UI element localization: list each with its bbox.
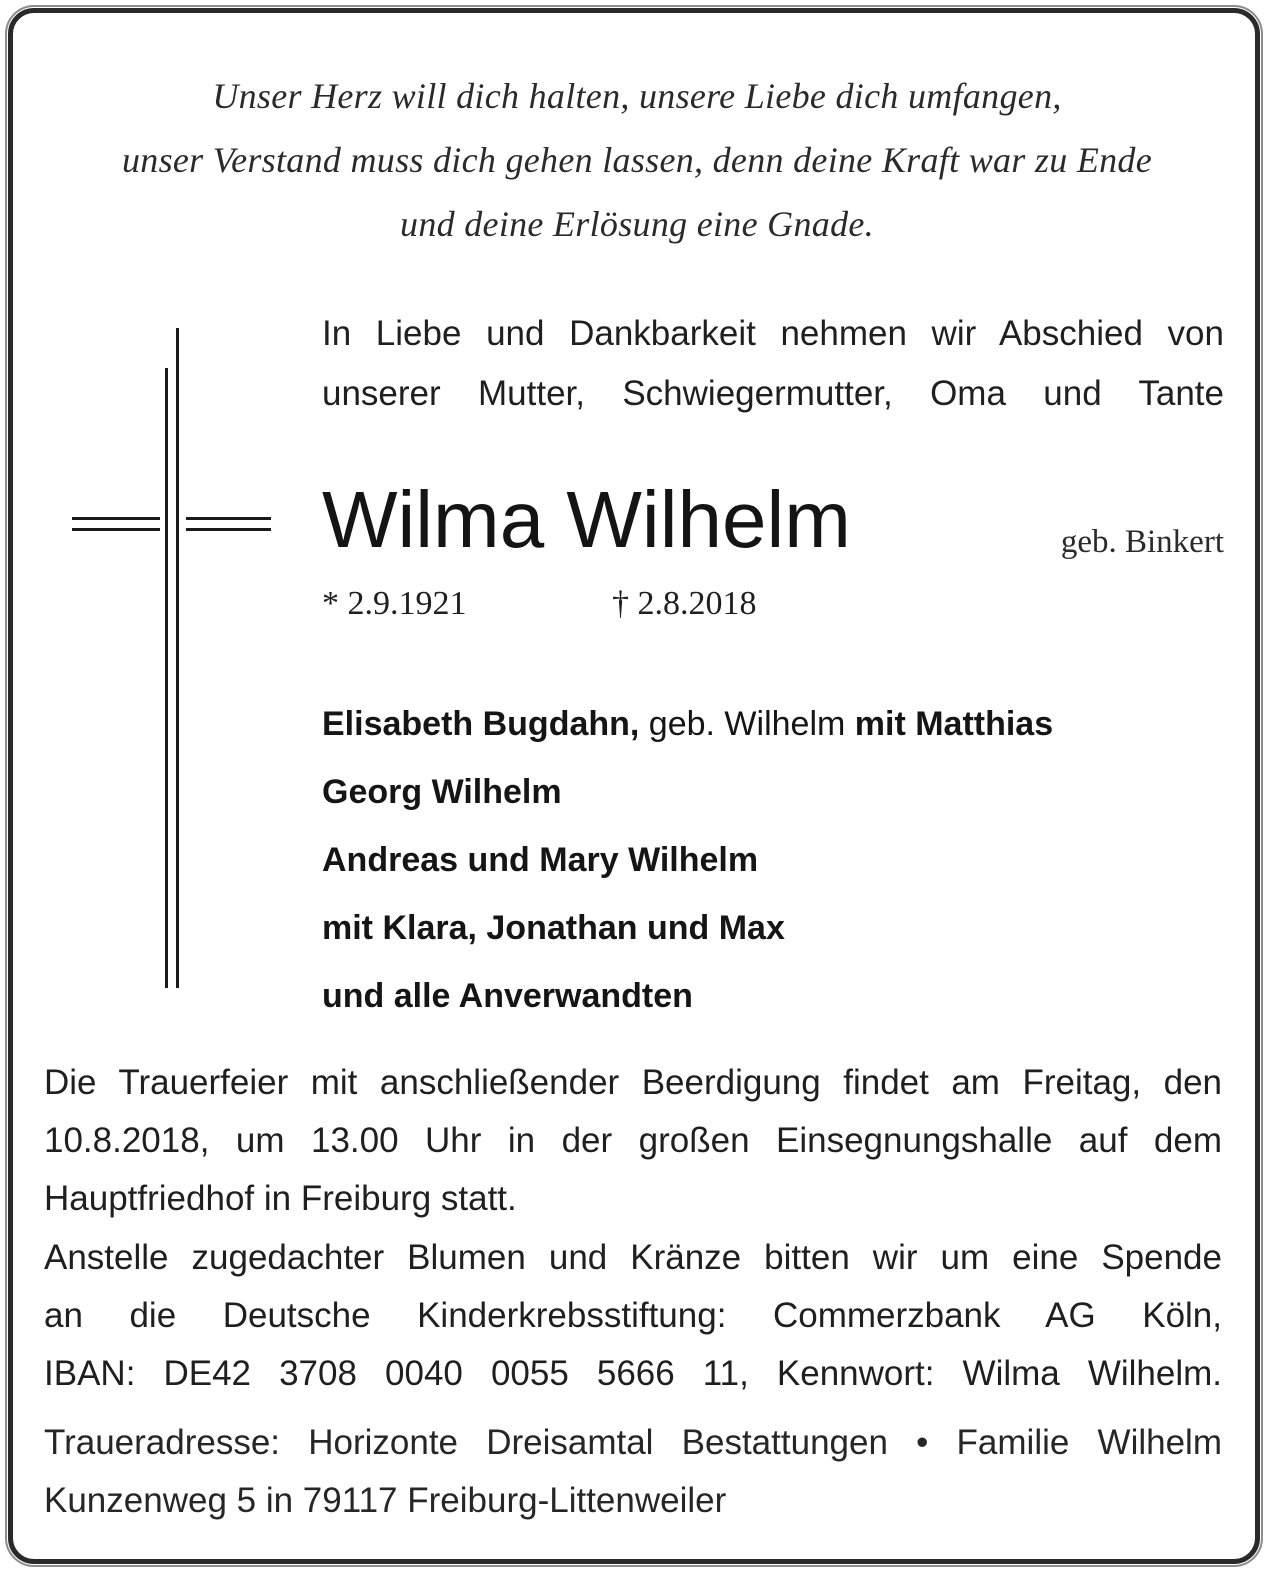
family-line: und alle Anverwandten (322, 977, 693, 1015)
address-line: Traueradresse: Horizonte Dreisamtal Bestattungen • Familie Wilhelm (44, 1423, 1222, 1462)
poem-line: unser Verstand muss dich gehen lassen, denn deine Kraft war zu Ende (121, 140, 1152, 180)
service-line: 10.8.2018, um 13.00 Uhr in der großen Einsegnungshalle auf dem (44, 1121, 1222, 1160)
intro-text (322, 304, 1224, 424)
death-date: † 2.8.2018 (612, 585, 757, 622)
family-list (322, 690, 1224, 1030)
donation-line: Anstelle zugedachter Blumen und Kränze bitten wir um eine Spende (44, 1238, 1222, 1277)
donation-info (44, 1229, 1222, 1403)
family-line: mit Klara, Jonathan und Max (322, 909, 785, 947)
deceased-name: Wilma Wilhelm (322, 475, 851, 564)
family-name: Elisabeth Bugdahn, (322, 705, 640, 743)
family-line: Georg Wilhelm (322, 773, 562, 811)
service-line: Die Trauerfeier mit anschließender Beerdigung findet am Freitag, den (44, 1063, 1222, 1102)
mourning-address (44, 1414, 1222, 1530)
family-name: mit Matthias (854, 705, 1054, 743)
address-line: Kunzenweg 5 in 79117 Freiburg-Littenweiler (44, 1481, 727, 1520)
maiden-name: geb. Binkert (1060, 524, 1224, 560)
family-line: Andreas und Mary Wilhelm (322, 841, 759, 879)
family-line (322, 690, 1224, 758)
deceased-name-row (322, 470, 1224, 580)
service-info (44, 1054, 1222, 1228)
intro-line: unserer Mutter, Schwiegermutter, Oma und Tante (322, 374, 1224, 413)
birth-date: * 2.9.1921 (322, 585, 467, 622)
poem-line: Unser Herz will dich halten, unsere Liebe dich umfangen, (212, 76, 1062, 116)
intro-line: In Liebe und Dankbarkeit nehmen wir Abschied von (322, 314, 1224, 353)
donation-line: IBAN: DE42 3708 0040 0055 5666 11, Kennwort: Wilma Wilhelm. (44, 1354, 1222, 1393)
service-line: Hauptfriedhof in Freiburg statt. (44, 1179, 517, 1218)
donation-line: an die Deutsche Kinderkrebsstiftung: Commerzbank AG Köln, (44, 1296, 1222, 1335)
cross-icon (0, 0, 300, 1000)
poem-line: und deine Erlösung eine Gnade. (400, 204, 874, 244)
family-note: geb. Wilhelm (639, 705, 855, 743)
